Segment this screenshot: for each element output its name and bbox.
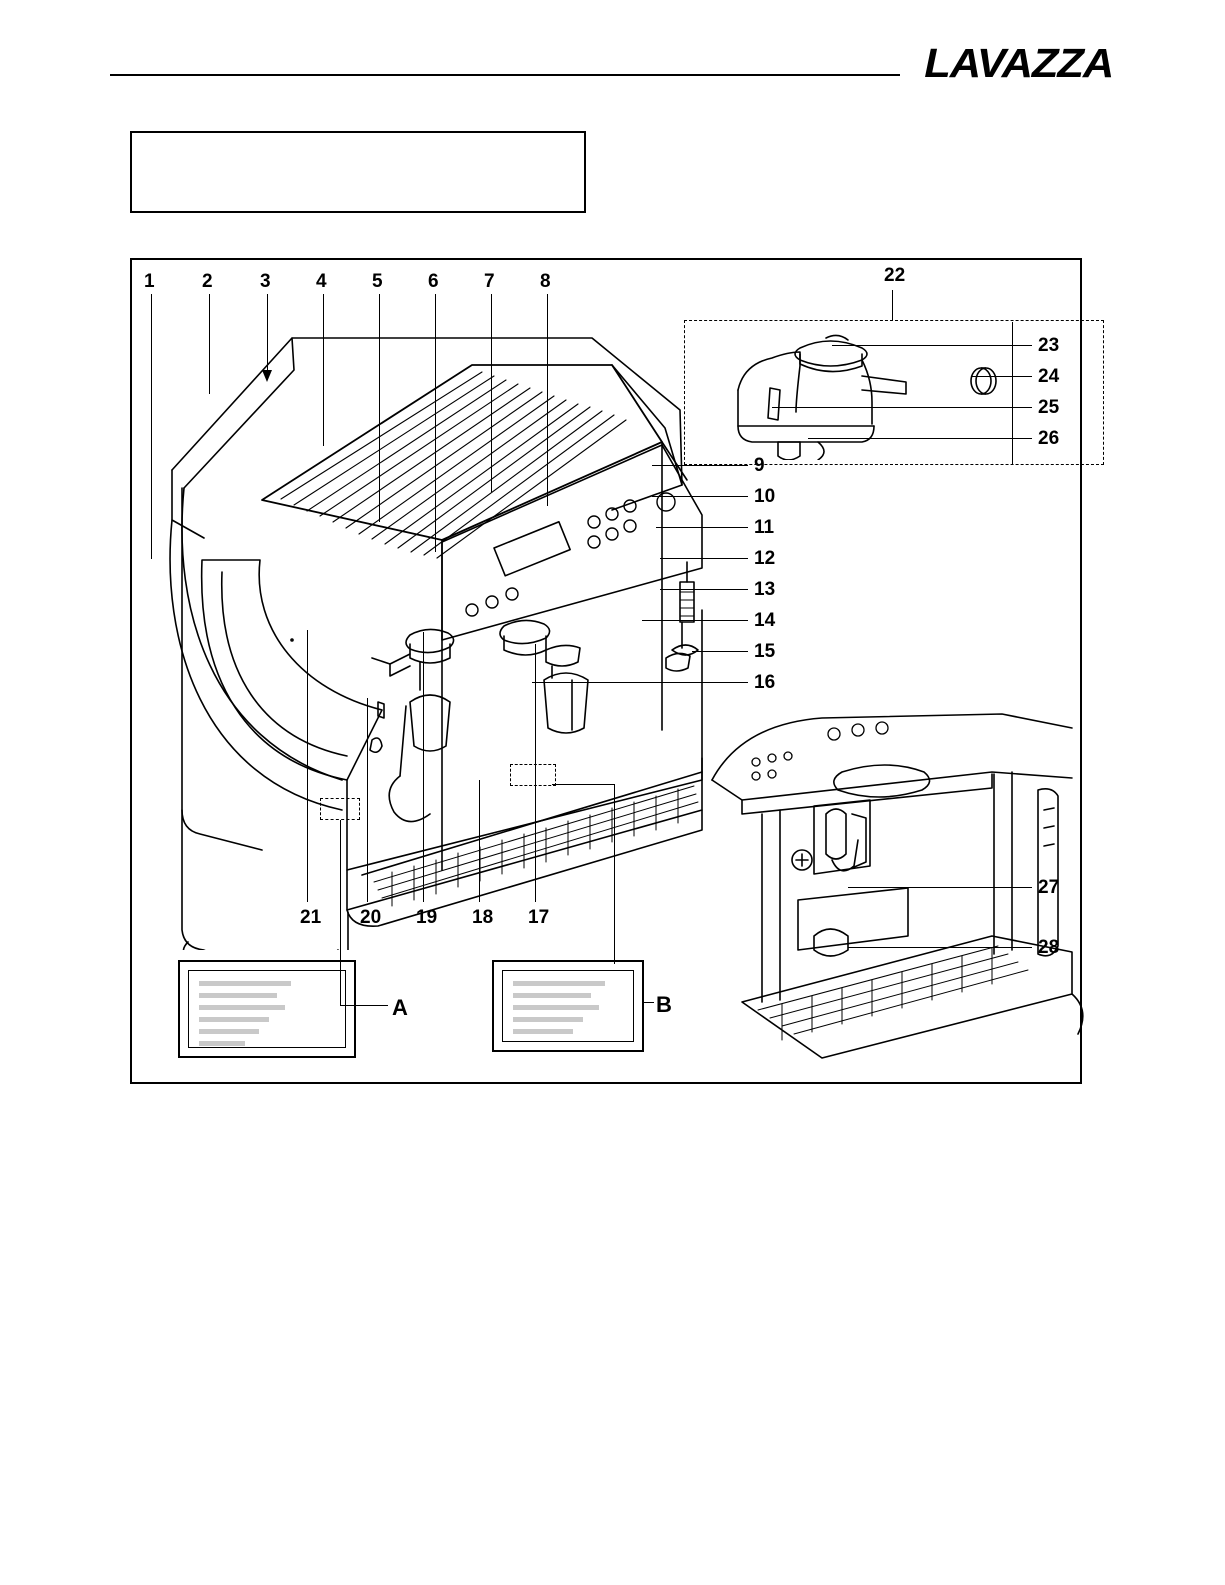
- legend-box-a: [178, 960, 356, 1058]
- callout-17: 17: [528, 907, 550, 928]
- leader-10: [652, 496, 748, 497]
- leader-12: [660, 558, 748, 559]
- leader-grinder-vert: [1012, 322, 1013, 464]
- leader-21: [307, 630, 308, 902]
- callout-13: 13: [754, 579, 776, 600]
- callout-5: 5: [372, 271, 383, 292]
- callout-14: 14: [754, 610, 776, 631]
- leader-19: [423, 632, 424, 902]
- label-marker-b: [510, 764, 556, 786]
- leader-14: [642, 620, 748, 621]
- callout-2: 2: [202, 271, 213, 292]
- callout-1: 1: [144, 271, 155, 292]
- callout-12: 12: [754, 548, 776, 569]
- leader-legend-b-h: [552, 784, 614, 785]
- leader-27: [848, 887, 1032, 888]
- leader-legend-a-h: [340, 1005, 356, 1006]
- leader-legend-a-v: [340, 820, 341, 1006]
- callout-9: 9: [754, 455, 765, 476]
- leader-17: [535, 644, 536, 902]
- header-rule: [110, 74, 900, 76]
- leader-legend-b-v: [614, 784, 615, 964]
- leader-11: [656, 527, 748, 528]
- grinder-collar-icon: [964, 364, 1004, 398]
- leader-15: [692, 651, 748, 652]
- callout-22: 22: [884, 265, 906, 286]
- callout-18: 18: [472, 907, 494, 928]
- title-box: [130, 131, 586, 213]
- callout-19: 19: [416, 907, 438, 928]
- leader-28: [848, 947, 1032, 948]
- callout-25: 25: [1038, 397, 1060, 418]
- leader-16: [532, 682, 748, 683]
- callout-27: 27: [1038, 877, 1060, 898]
- callout-4: 4: [316, 271, 327, 292]
- callout-7: 7: [484, 271, 495, 292]
- callout-21: 21: [300, 907, 322, 928]
- legend-a-inner: [188, 970, 346, 1048]
- leader-13: [660, 589, 748, 590]
- callout-15: 15: [754, 641, 776, 662]
- leader-23: [832, 345, 1032, 346]
- callout-8: 8: [540, 271, 551, 292]
- callout-24: 24: [1038, 366, 1060, 387]
- callout-11: 11: [754, 517, 775, 538]
- leader-20: [367, 698, 368, 902]
- callout-16: 16: [754, 672, 776, 693]
- callout-3: 3: [260, 271, 271, 292]
- grinder-illustration: [708, 330, 988, 460]
- legend-box-b: [492, 960, 644, 1052]
- leader-26: [808, 438, 1032, 439]
- leader-legend-a: [356, 1005, 388, 1006]
- label-marker-a: [320, 798, 360, 820]
- callout-26: 26: [1038, 428, 1060, 449]
- callout-28: 28: [1038, 937, 1060, 958]
- legend-b-inner: [502, 970, 634, 1042]
- leader-18: [479, 780, 480, 902]
- leader-24: [972, 376, 1032, 377]
- legend-letter-a: A: [392, 995, 408, 1020]
- callout-20: 20: [360, 907, 382, 928]
- legend-letter-b: B: [656, 992, 672, 1017]
- lavazza-logo: LAVAZZA: [924, 40, 1113, 86]
- leader-9: [652, 465, 748, 466]
- callout-6: 6: [428, 271, 439, 292]
- leader-25: [772, 407, 1032, 408]
- callout-23: 23: [1038, 335, 1060, 356]
- callout-10: 10: [754, 486, 776, 507]
- leader-22: [892, 290, 893, 320]
- leader-legend-b: [644, 1002, 654, 1003]
- detail-illustration: [702, 710, 1092, 1060]
- parts-diagram-frame: [130, 258, 1082, 1084]
